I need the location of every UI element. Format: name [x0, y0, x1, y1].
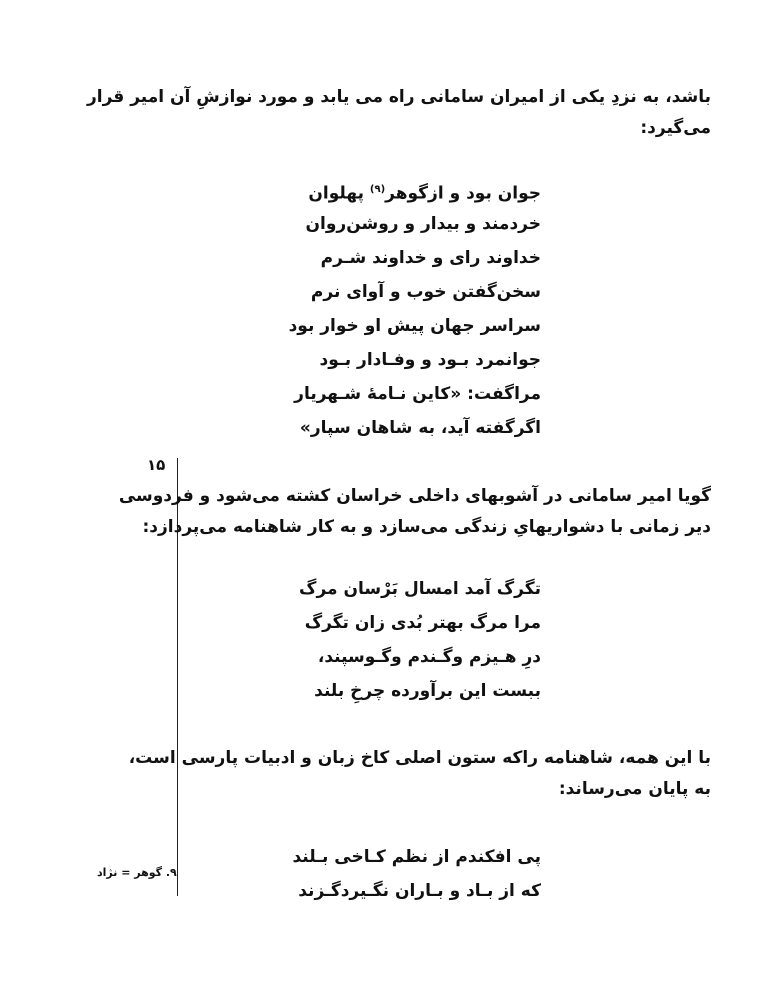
- paragraph-hardship: [119, 481, 711, 543]
- verse-line: ببست این برآورده چرخِ بلند: [314, 681, 541, 701]
- paragraph-completion-line-1: با این همه، شاهنامه راکه ستون اصلی کاخ زبان و ادبیات پارسی است،: [128, 748, 711, 768]
- verse-line: اگرگفته آید، به شاهان سپار»: [299, 418, 541, 438]
- verse-line: پی افکندم از نظم کـاخی بـلند: [292, 847, 541, 867]
- page-number: ۱۵: [147, 456, 166, 474]
- verse-line: سخن‌گفتن خوب و آوای نرم: [310, 282, 541, 302]
- verse-block-palace: [292, 840, 541, 908]
- verse-line: تگرگ آمد امسال بَرْسان مرگ: [299, 579, 541, 599]
- footnote: ۹. گوهر = نژاد: [97, 866, 177, 879]
- verse-line: سراسر جهان پیش او خوار بود: [288, 316, 541, 336]
- verse-line: [289, 173, 541, 207]
- paragraph-intro: [87, 82, 711, 144]
- verse-line: درِ هـیزم وگـندم وگـوسپند،: [317, 647, 541, 667]
- paragraph-intro-line-2: می‌گیرد:: [640, 118, 711, 138]
- verse-line: خردمند و بیدار و روشن‌روان: [305, 214, 541, 234]
- verse-line-tail: پهلوان: [308, 183, 370, 204]
- verse-line: مرا مرگ بهتر بُدی زان تگرگ: [304, 613, 541, 633]
- verse-line: جوانمرد بـود و وفـادار بـود: [319, 350, 541, 370]
- paragraph-hardship-line-2: دیر زمانی با دشواریهایِ زندگی می‌سازد و به کار شاهنامه می‌پردازد:: [142, 517, 711, 537]
- verse-line: که از بـاد و بـاران نگـیرد‌گـزند: [298, 881, 541, 901]
- paragraph-completion: [129, 743, 711, 805]
- verse-line: مراگفت: «کاین نـامهٔ شـهریار: [294, 384, 541, 404]
- verse-line: خداوند رای و خداوند شـرم: [320, 248, 541, 268]
- paragraph-hardship-line-1: گویا امیر سامانی در آشوبهای داخلی خراسان کشته می‌شود و فردوسی: [118, 486, 711, 506]
- verse-block-praise: [289, 173, 541, 445]
- footnote-marker: (۹): [369, 184, 386, 195]
- paragraph-intro-line-1: باشد، به نزدِ یکی از امیران سامانی راه می یابد و مورد نوازشِ آن امیر قرار: [86, 87, 711, 107]
- verse-line-text: جوان بود و ازگوهر: [385, 183, 541, 204]
- paragraph-completion-line-2: به پایان می‌رساند:: [558, 779, 711, 799]
- verse-block-hail: [299, 572, 541, 708]
